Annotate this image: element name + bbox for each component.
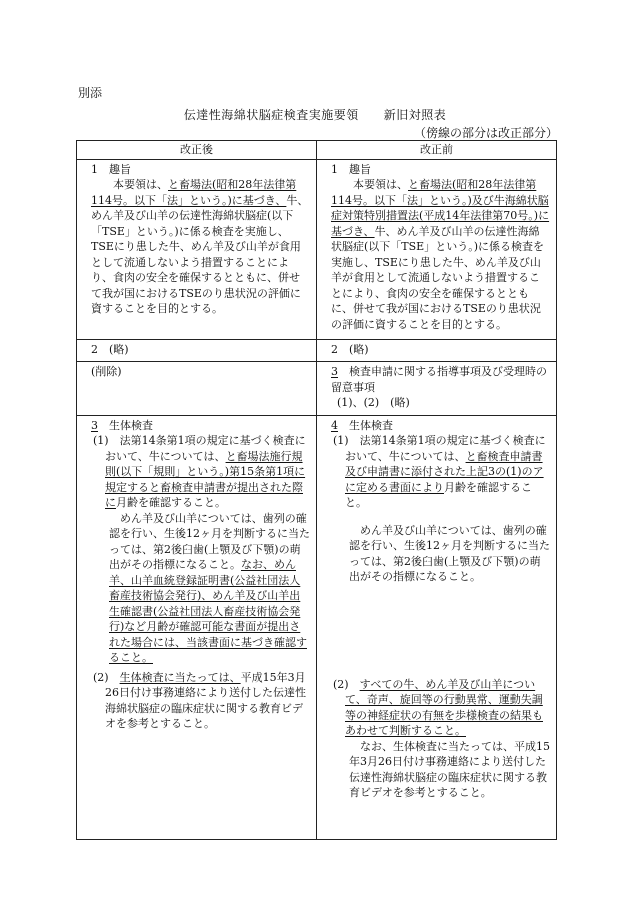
section-heading: 1 趣旨 <box>91 162 131 176</box>
section-heading: 1 趣旨 <box>331 162 371 176</box>
purpose-text-before: 本要領は、と畜場法(昭和28年法律第114号。以下「法」という。)及び牛海綿状脳症対策特別措置法(平成14年法律第70号。)に基づき、牛、めん羊及び山羊の伝達性海綿状脳症(以下「TSE」という。)に係る検査を実施し、TSEにり患した牛、めん羊及び山羊が食用として流通しないよう措置することにより、食肉の安全を確保するとともに、併せて我が国におけるTSEのり患状況の評価に資することを目的とする。 <box>331 178 550 331</box>
cell-4-after <box>77 415 317 839</box>
deleted-label: (削除) <box>91 365 122 378</box>
row-live-inspection <box>77 415 557 839</box>
paragraph-3-before: (2) すべての牛、めん羊及び山羊について、奇声、旋回等の行動異常、運動失調等の神経症状の有無を歩様検査の結果もあわせて判断すること。 <box>333 677 543 737</box>
purpose-text-after: 本要領は、と畜場法(昭和28年法律第114号。以下「法」という。)に基づき、牛、めん羊及び山羊の伝達性海綿状脳症(以下「TSE」という。)に係る検査を実施し、TSEにり患した牛、めん羊及び山羊が食用として流通しないよう措置することにより、食肉の安全を確保するとともに、併せて我が国におけるTSEのり患状況の評価に資することを目的とする。 <box>91 178 309 315</box>
section-2-before: 2 (略) <box>331 342 369 356</box>
paragraph-1-after: (1) 法第14条第1項の規定に基づく検査において、牛については、と畜場法施行規則(以下「規則」という。)第15条第1項に規定すると畜検査申請書が提出された際に月齢を確認すること。 <box>93 434 306 509</box>
section-heading: 4 生体検査 <box>331 418 393 432</box>
amended-text: と畜検査申請書及び申請書に添付された上記3の(1)のアに定める書面により <box>345 449 544 494</box>
cell-4-before <box>317 415 557 839</box>
paragraph-2-after: めん羊及び山羊については、歯列の確認を行い、生後12ヶ月を判断するに当たっては、第2後臼歯(上顎及び下顎)の萌出がその指標になること。なお、めん羊、山羊血統登録証明書(公益社団法人畜産技術協会発行)、めん羊及び山羊出生確認書(公益社団法人畜産技術協会発行)など月齢が確認可能な書面が提出された場合には、当該書面に基づき確認すること。 <box>109 511 310 664</box>
cell-2-after <box>77 339 317 362</box>
row-purpose <box>77 159 557 339</box>
paragraph-1-before: (1) 法第14条第1項の規定に基づく検査において、牛については、と畜検査申請書及び申請書に添付された上記3の(1)のアに定める書面により月齢を確認すること。 <box>333 434 546 509</box>
comparison-table <box>76 140 557 840</box>
header-row <box>77 141 557 160</box>
section-3-heading: 3 検査申請に関する指導事項及び受理時の留意事項 <box>331 365 547 394</box>
row-section-3 <box>77 362 557 416</box>
cell-3-before <box>317 362 557 416</box>
cell-3-after <box>77 362 317 416</box>
cell-purpose-before <box>317 159 557 339</box>
row-section-2 <box>77 339 557 362</box>
amended-number: 4 <box>331 418 338 432</box>
paragraph-2-before: めん羊及び山羊については、歯列の確認を行い、生後12ヶ月を判断するに当たっては、第2後臼歯(上顎及び下顎)の萌出がその指標になること。 <box>349 523 550 583</box>
paragraph-4-before: なお、生体検査に当たっては、平成15年3月26日付け事務連絡により送付した伝達性海綿状脳症の臨床症状に関する教育ビデオを参考とすること。 <box>349 739 550 799</box>
amended-text: すべての牛、めん羊及び山羊について、奇声、旋回等の行動異常、運動失調等の神経症状の有無を歩様検査の結果もあわせて判断すること。 <box>345 677 543 737</box>
paragraph-3-after: (2) 生体検査に当たっては、平成15年3月26日付け事務連絡により送付した伝達性海綿状脳症の臨床症状に関する教育ビデオを参考とすること。 <box>93 670 306 730</box>
cell-2-before <box>317 339 557 362</box>
section-heading: 3 生体検査 <box>91 418 153 432</box>
attachment-label: 別添 <box>78 86 103 100</box>
column-header-before: 改正前 <box>317 141 557 160</box>
underline-note: （傍線の部分は改正部分） <box>413 126 558 140</box>
amended-text: 生体検査に当たっては、 <box>119 670 241 684</box>
section-2-after: 2 (略) <box>91 342 129 356</box>
amended-text: なお、めん羊、山羊血統登録証明書(公益社団法人畜産技術協会発行)、めん羊及び山羊出生確認書(公益社団法人畜産技術協会発行)など月齢が確認可能な書面が提出された場合には、当該書面に基づき確認すること。 <box>109 558 307 664</box>
amended-number: 3 <box>331 365 338 378</box>
section-3-sub: (1)、(2) (略) <box>337 396 410 409</box>
amended-text: と畜場法(昭和28年法律第114号。以下「法」という。)及び牛海綿状脳症対策特別措置法(平成14年法律第70号。)に基づき、 <box>331 178 550 238</box>
column-header-after: 改正後 <box>77 141 317 160</box>
cell-purpose-after <box>77 159 317 339</box>
amended-text: と畜場法施行規則(以下「規則」という。)第15条第1項に規定すると畜検査申請書が提出された際に <box>105 449 306 509</box>
amended-number: 3 <box>91 418 98 432</box>
amended-text: と畜場法(昭和28年法律第114号。以下「法」という。)に基づき、 <box>91 178 297 207</box>
page-title: 伝達性海綿状脳症検査実施要領 新旧対照表 <box>183 108 447 122</box>
